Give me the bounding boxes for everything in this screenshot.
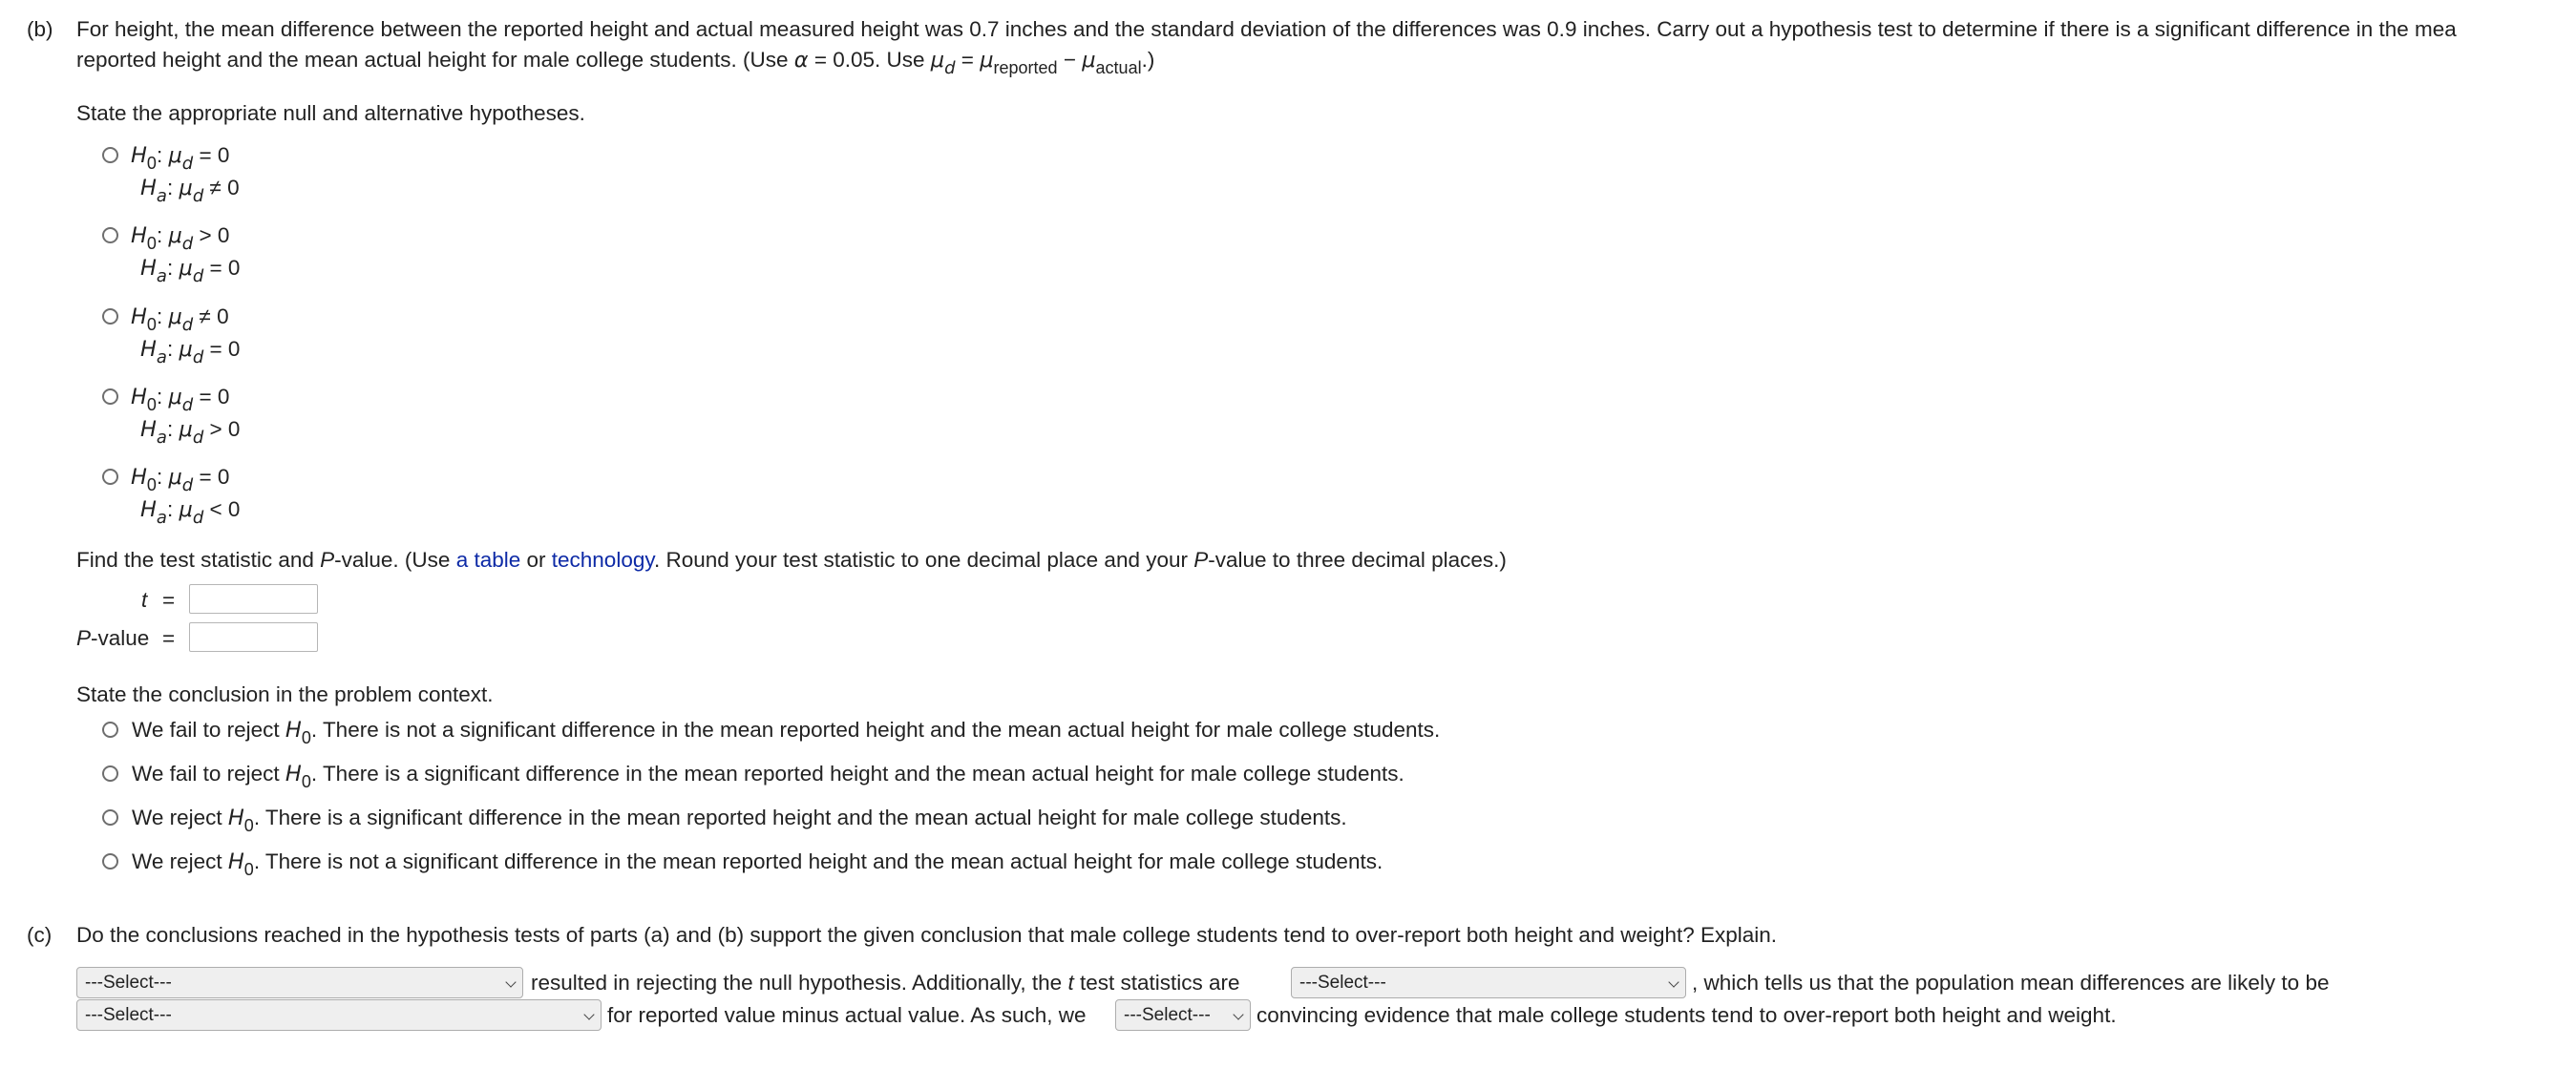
select-test-statistics-sign[interactable]: ---Select---: [1291, 967, 1686, 998]
part-c-text3: , which tells us that the population mean differences are likely to be: [1692, 971, 2330, 995]
hypothesis-radio-4[interactable]: [102, 388, 118, 405]
conclusion-option-1: We fail to reject $H_0$. There is not a significant difference in the mean reported height and the mean actual height for male college students.: [132, 718, 1441, 748]
alt-hypothesis-2: $H_a$: $\mu_d = 0$: [140, 256, 241, 287]
alt-hypothesis-4: $H_a$: $\mu_d > 0$: [140, 417, 241, 449]
hypotheses-prompt: State the appropriate null and alternative hypotheses.: [76, 101, 585, 125]
alt-hypothesis-5: $H_a$: $\mu_d < 0$: [140, 497, 241, 529]
t-equals: =: [162, 588, 176, 612]
conclusion-radio-3[interactable]: [102, 809, 118, 826]
pvalue-label: P-value: [76, 626, 150, 650]
t-statistic-input[interactable]: [189, 584, 318, 614]
part-b-intro-line1: For height, the mean difference between the reported height and actual measured height was 0.7 inches and the standard deviation of the differences was 0.9 inches. Carry out a hypothesis test to determine if there is a significant difference in the mea: [76, 17, 2457, 41]
technology-link[interactable]: technology: [551, 548, 654, 572]
conclusion-option-4: We reject $H_0$. There is not a significant difference in the mean reported height and the mean actual height for male college students.: [132, 849, 1383, 880]
alt-hypothesis-1: $H_a$: $\mu_d \ne 0$: [140, 176, 240, 207]
conclusion-prompt: State the conclusion in the problem context.: [76, 682, 494, 706]
find-prompt: Find the test statistic and P-value. (Use a table or technology. Round your test statistic to one decimal place and your P-value to three decimal places.): [76, 548, 1507, 572]
alt-hypothesis-3: $H_a$: $\mu_d = 0$: [140, 337, 241, 368]
pvalue-input[interactable]: [189, 622, 318, 652]
select-difference-direction[interactable]: ---Select---: [76, 999, 602, 1031]
null-hypothesis-2: $H_0$: $\mu_d > 0$: [131, 223, 230, 255]
part-b-label: (b): [27, 17, 53, 41]
conclusion-option-2: We fail to reject $H_0$. There is a significant difference in the mean reported height and the mean actual height for male college students.: [132, 762, 1404, 792]
table-link[interactable]: a table: [455, 548, 521, 572]
conclusion-radio-2[interactable]: [102, 765, 118, 782]
conclusion-option-3: We reject $H_0$. There is a significant difference in the mean reported height and the mean actual height for male college students.: [132, 806, 1347, 836]
part-c-label: (c): [27, 923, 53, 947]
null-hypothesis-4: $H_0$: $\mu_d = 0$: [131, 385, 230, 416]
hypothesis-radio-3[interactable]: [102, 308, 118, 325]
part-c-text1: resulted in rejecting the null hypothesis. Additionally, the t test statistics are: [531, 971, 1240, 995]
t-label: t: [141, 588, 148, 612]
pvalue-equals: =: [162, 626, 176, 650]
hypothesis-radio-2[interactable]: [102, 227, 118, 243]
null-hypothesis-5: $H_0$: $\mu_d = 0$: [131, 465, 230, 496]
part-c-text4: for reported value minus actual value. As such, we: [607, 1003, 1087, 1027]
null-hypothesis-3: $H_0$: $\mu_d \ne 0$: [131, 304, 229, 336]
select-which-tests[interactable]: ---Select---: [76, 967, 523, 998]
select-evidence[interactable]: ---Select---: [1115, 999, 1251, 1031]
hypothesis-radio-5[interactable]: [102, 469, 118, 485]
null-hypothesis-1: $H_0$: $\mu_d = 0$: [131, 143, 230, 175]
conclusion-radio-1[interactable]: [102, 722, 118, 738]
part-c-text5: convincing evidence that male college students tend to over-report both height and weight.: [1256, 1003, 2117, 1027]
hypothesis-radio-1[interactable]: [102, 147, 118, 163]
conclusion-radio-4[interactable]: [102, 853, 118, 870]
part-b-intro-line2: reported height and the mean actual height for male college students. (Use α = 0.05. Use $\mu_d = \mu_{reported} - \mu_{actual}$.): [76, 48, 1155, 79]
part-c-question: Do the conclusions reached in the hypothesis tests of parts (a) and (b) support the given conclusion that male college students tend to over-report both height and weight? Explain.: [76, 923, 1778, 947]
